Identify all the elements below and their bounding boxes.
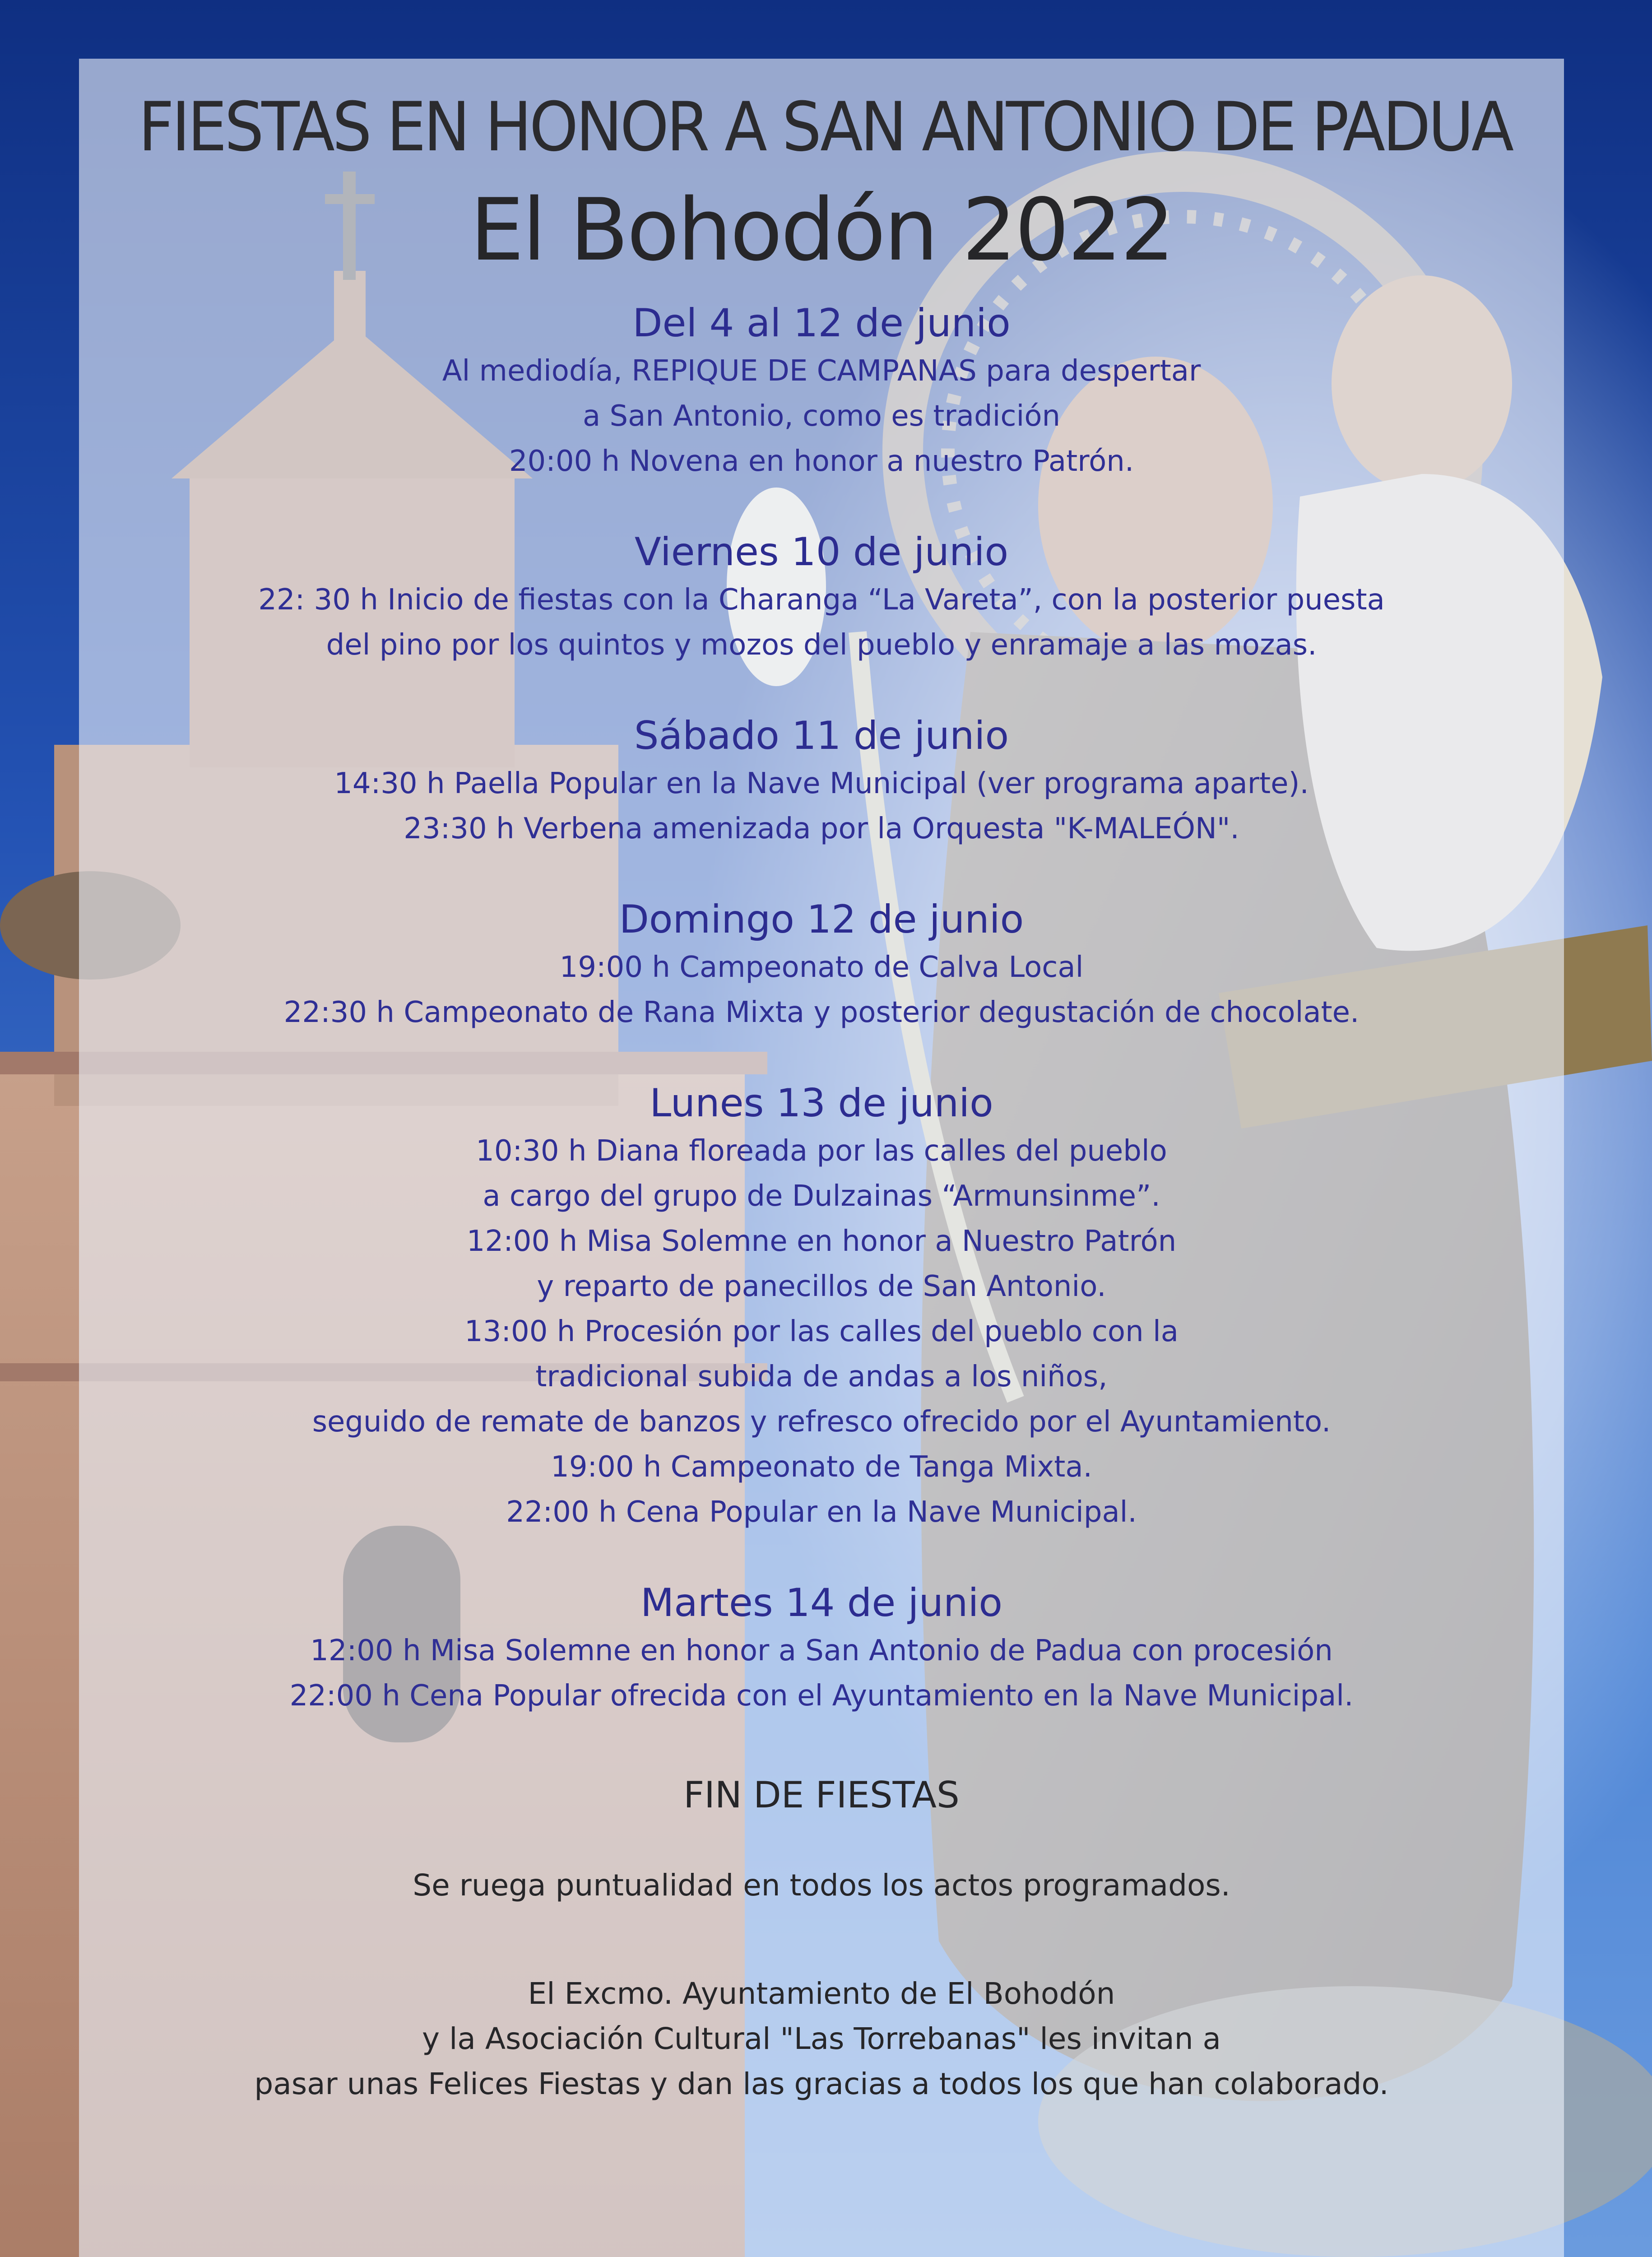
day-heading: Sábado 11 de junio: [634, 713, 1009, 758]
event-line: 22:00 h Cena Popular ofrecida con el Ayuntamiento en la Nave Municipal.: [289, 1679, 1354, 1713]
program-content: [79, 59, 1564, 2257]
day-section: [79, 1078, 1564, 1535]
punctuality-note: Se ruega puntualidad en todos los actos programados.: [413, 1868, 1230, 1903]
event-line: y reparto de panecillos de San Antonio.: [537, 1270, 1106, 1303]
event-line: 22: 30 h Inicio de fiestas con la Charanga “La Vareta”, con la posterior puesta: [258, 583, 1385, 617]
closing-line: El Excmo. Ayuntamiento de El Bohodón: [528, 1976, 1115, 2011]
event-line: Al mediodía, REPIQUE DE CAMPANAS para despertar: [442, 354, 1201, 388]
day-section: [79, 711, 1564, 851]
closing-line: y la Asociación Cultural "Las Torrebanas" les invitan a: [422, 2021, 1221, 2056]
event-line: 19:00 h Campeonato de Tanga Mixta.: [551, 1450, 1092, 1484]
event-line: tradicional subida de andas a los niños,: [535, 1360, 1108, 1393]
day-section: [79, 1578, 1564, 1718]
page-title: FIESTAS EN HONOR A SAN ANTONIO DE PADUA: [138, 88, 1512, 167]
day-section: [79, 298, 1564, 484]
event-line: 22:00 h Cena Popular en la Nave Municipal.: [506, 1495, 1137, 1529]
day-section: [79, 894, 1564, 1035]
event-line: 12:00 h Misa Solemne en honor a San Antonio de Padua con procesión: [310, 1634, 1333, 1667]
event-line: 22:30 h Campeonato de Rana Mixta y posterior degustación de chocolate.: [283, 996, 1360, 1029]
event-line: del pino por los quintos y mozos del pueblo y enramaje a las mozas.: [326, 628, 1317, 662]
day-heading: Del 4 al 12 de junio: [632, 301, 1011, 346]
day-section: [79, 527, 1564, 668]
event-line: 12:00 h Misa Solemne en honor a Nuestro Patrón: [466, 1225, 1177, 1258]
event-line: 14:30 h Paella Popular en la Nave Municipal (ver programa aparte).: [334, 767, 1309, 800]
day-heading: Domingo 12 de junio: [619, 897, 1024, 942]
event-line: a San Antonio, como es tradición: [582, 399, 1061, 433]
event-line: 23:30 h Verbena amenizada por la Orquesta "K-MALEÓN".: [404, 812, 1239, 845]
event-line: 19:00 h Campeonato de Calva Local: [559, 951, 1084, 984]
day-heading: Lunes 13 de junio: [650, 1081, 993, 1126]
day-heading: Martes 14 de junio: [640, 1580, 1003, 1625]
day-heading: Viernes 10 de junio: [634, 529, 1009, 575]
fin-de-fiestas: FIN DE FIESTAS: [683, 1774, 960, 1816]
event-line: 10:30 h Diana floreada por las calles del pueblo: [476, 1134, 1167, 1168]
event-line: seguido de remate de banzos y refresco ofrecido por el Ayuntamiento.: [312, 1405, 1331, 1439]
event-line: 13:00 h Procesión por las calles del pueblo con la: [464, 1315, 1179, 1348]
page-subtitle: El Bohodón 2022: [470, 180, 1173, 280]
closing-line: pasar unas Felices Fiestas y dan las gracias a todos los que han colaborado.: [254, 2067, 1389, 2101]
event-line: 20:00 h Novena en honor a nuestro Patrón.: [509, 445, 1134, 478]
event-line: a cargo del grupo de Dulzainas “Armunsinme”.: [483, 1180, 1160, 1213]
